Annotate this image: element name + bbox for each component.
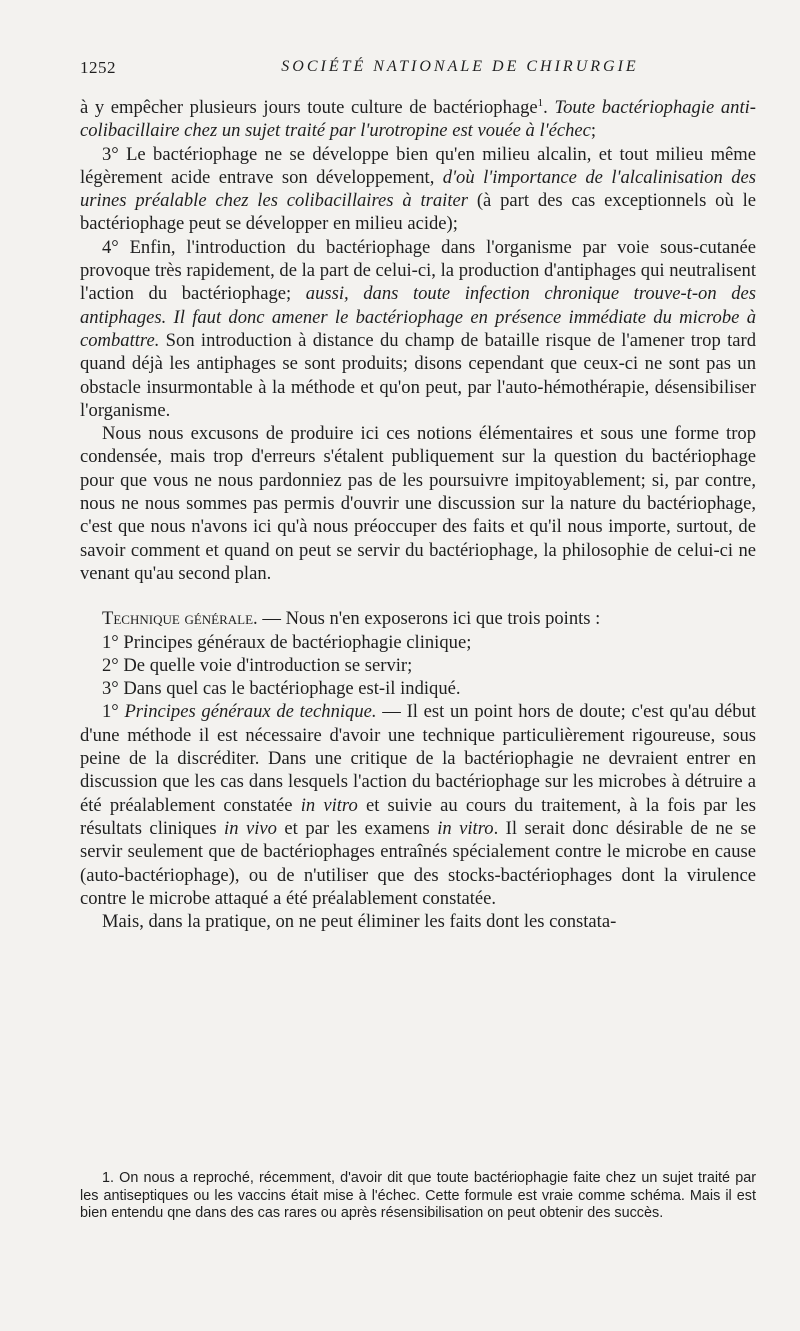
footnotes bbox=[80, 1170, 756, 1223]
section-heading: Technique générale. bbox=[102, 608, 258, 630]
running-title: SOCIÉTÉ NATIONALE DE CHIRURGIE bbox=[281, 58, 639, 75]
footnote-reference: 1 bbox=[537, 96, 544, 109]
text-run: et suivie au cours du traitement, à la fois par les résultats cliniques bbox=[80, 794, 756, 839]
list-item-2: 2° De quelle voie d'introduction se servir; bbox=[102, 654, 413, 676]
subsection-title: Principes généraux de technique. bbox=[124, 701, 377, 723]
italic-term: in vitro bbox=[437, 817, 494, 839]
text-run: — Il est un point hors de doute; c'est qu'au début d'une méthode il est nécessaire d'avoir une technique particulièrement rigoureuse, sous peine de la discréditer. Dans une critique de la bactériophagie ne devraient entrer en discussion que les cas dans lesquels l'action du bactériophage sur les microbes à détruire a été préalablement constatée bbox=[80, 701, 756, 816]
italic-term: in vivo bbox=[224, 817, 277, 839]
paragraph-3 bbox=[80, 236, 756, 422]
italic-emphasis: d'où l'importance de l'alcalinisation des urines préalable chez les colibacillaires à traiter bbox=[80, 166, 756, 212]
list-item-3: 3° Dans quel cas le bactériophage est-il indiqué. bbox=[102, 678, 461, 700]
text-run: à y empêcher plusieurs jours toute culture de bactériophage bbox=[80, 97, 538, 118]
body-text bbox=[80, 96, 756, 933]
section-heading-paragraph bbox=[80, 607, 756, 630]
text-run: 4° Enfin, l'introduction du bactériophage dans l'organisme par voie sous-cutanée provoque très rapidement, de la part de celui-ci, la production d'antiphages qui neutralisent l'action du bactériophage; bbox=[80, 236, 756, 305]
text-run: 1° bbox=[102, 701, 125, 723]
paragraph-5 bbox=[80, 700, 756, 910]
paragraph-2 bbox=[80, 143, 756, 236]
paragraph-4: Nous nous excusons de produire ici ces notions élémentaires et sous une forme trop condensée, mais trop d'erreurs s'étalent publiquement sur la question du bactériophage pour que vous ne nous pardonniez pas de les poursuivre impitoyablement; si, par contre, nous ne nous sommes pas permis d'ouvrir une discussion sur la nature du bactériophage, c'est que nous n'avons ici qu'à nous préoccuper des faits et qu'il nous importe, surtout, de savoir comment et quand on peut se servir du bactériophage, la philosophie de celui-ci ne venant qu'au second plan. bbox=[80, 423, 756, 584]
footnote-1: 1. On nous a reproché, récemment, d'avoir dit que toute bactériophagie faite chez un sujet traité par les antiseptiques ou les vaccins était mise à l'échec. Cette formule est vraie comme schéma. Mais il est bien entendu qne dans des cas rares ou après résensibilisation on peut obtenir des succès. bbox=[80, 1170, 756, 1221]
text-run: 3° Le bactériophage ne se développe bien qu'en milieu alcalin, et tout milieu même légèrement acide entrave son développement, bbox=[80, 143, 756, 188]
list-item-1: 1° Principes généraux de bactériophagie clinique; bbox=[102, 631, 472, 653]
text-run: et par les examens bbox=[276, 817, 438, 839]
paragraph-6: Mais, dans la pratique, on ne peut éliminer les faits dont les constata- bbox=[102, 911, 617, 933]
italic-emphasis: Toute bactériophagie anti-colibacillaire chez un sujet traité par l'urotropine est vouée à l'échec bbox=[80, 97, 756, 142]
page-number: 1252 bbox=[80, 58, 116, 77]
text-run: (à part des cas exceptionnels où le bactériophage peut se développer en milieu acide); bbox=[80, 190, 756, 235]
text-run: . Il serait donc désirable de ne se servir seulement que de bactériophages entraînés spécialement contre le microbe en cause (auto-bactériophage), ou de n'utiliser que des stocks-bactériophages dont la virulence contre le microbe attaqué a été préalablement constatée. bbox=[80, 817, 756, 909]
page-header bbox=[80, 58, 770, 82]
text-run: — Nous n'en exposerons ici que trois points : bbox=[257, 608, 601, 630]
italic-emphasis: aussi, dans toute infection chronique trouve-t-on des antiphages. Il faut donc amener le bactériophage en présence immédiate du microbe à combattre. bbox=[80, 283, 756, 351]
text-run: ; bbox=[590, 120, 597, 142]
text-run: . bbox=[543, 97, 555, 118]
italic-term: in vitro bbox=[300, 794, 358, 816]
text-run: Son introduction à distance du champ de bataille risque de l'amener trop tard quand déjà les antiphages se sont produits; disons cependant que ceux-ci ne sont pas un obstacle insurmontable à la méthode et qu'on peut, par l'auto-hémothérapie, désensibiliser l'organisme. bbox=[80, 329, 756, 421]
paragraph-1 bbox=[80, 96, 756, 143]
